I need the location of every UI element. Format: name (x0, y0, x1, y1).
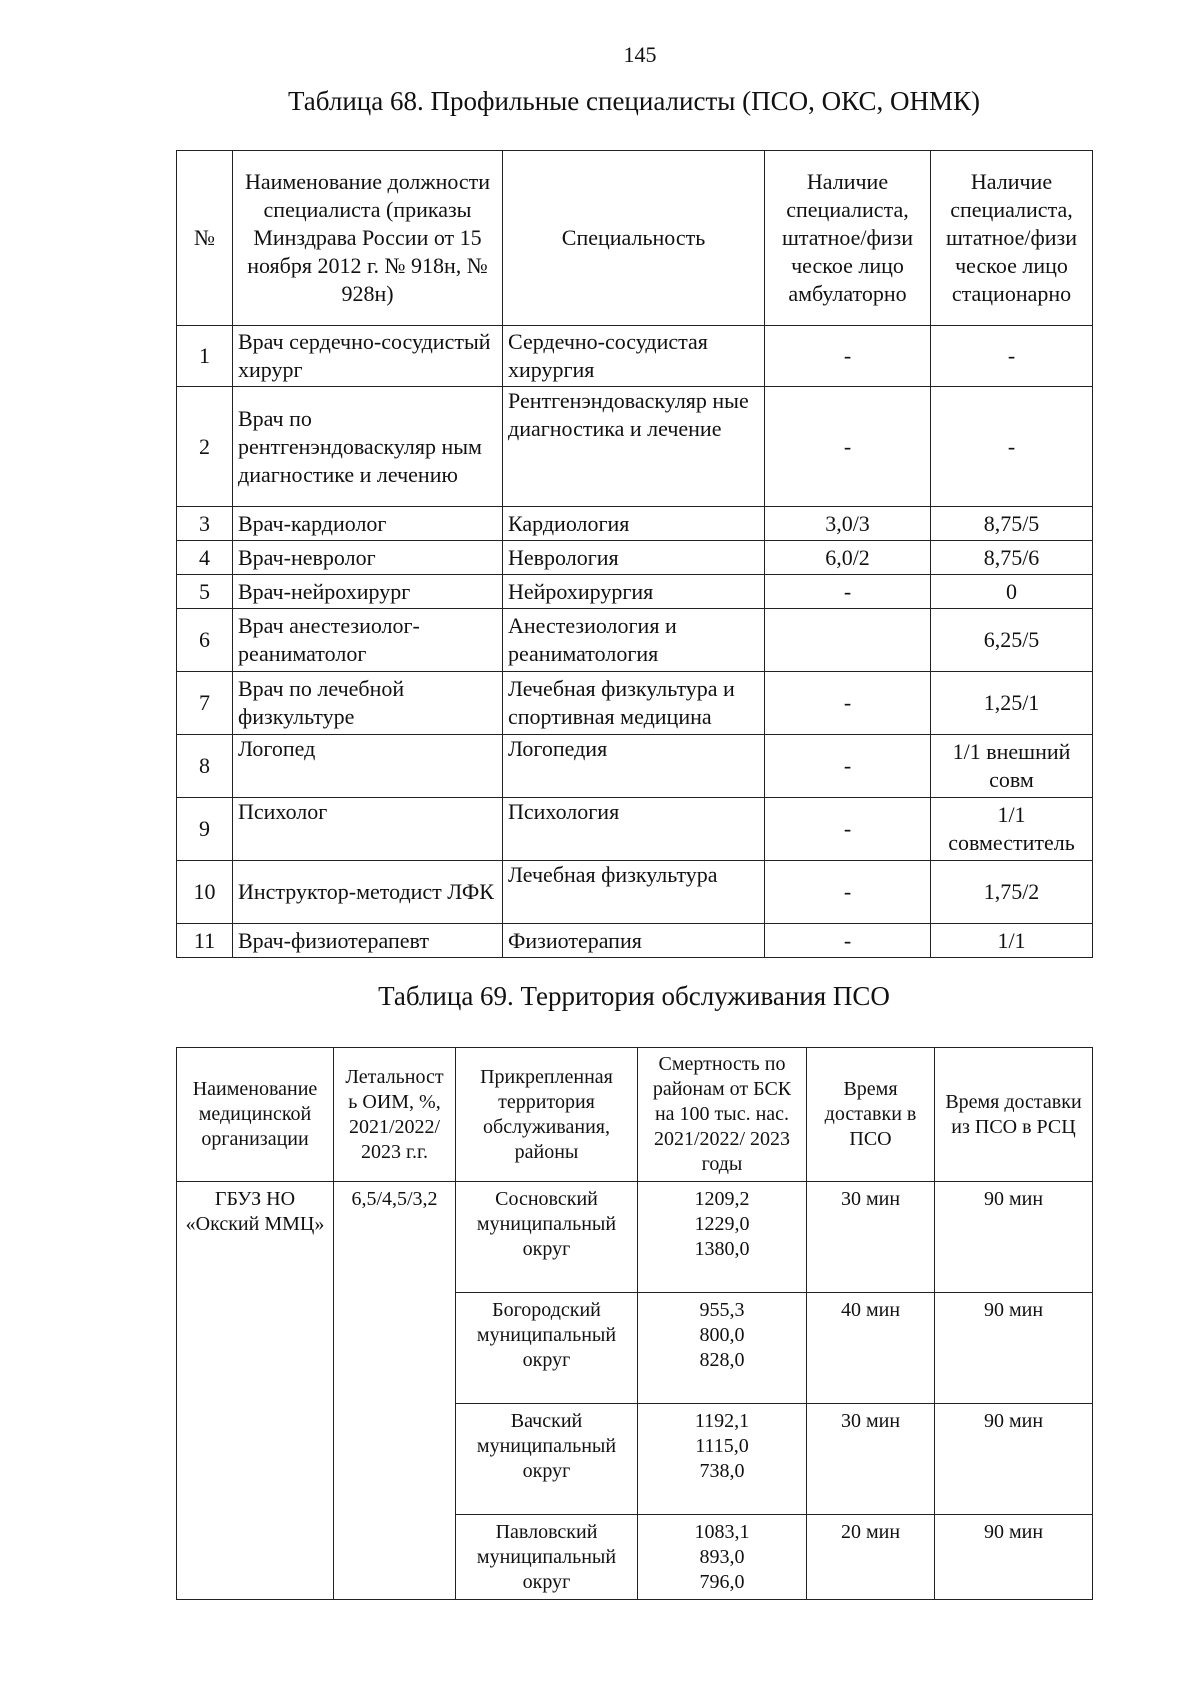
row-specialty: Лечебная физкультура и спортивная медицина (503, 672, 765, 735)
row-delivery-to-rsc: 90 мин (935, 1404, 1093, 1515)
row-ambulatory: - (765, 575, 931, 609)
row-num: 5 (177, 575, 233, 609)
row-num: 6 (177, 609, 233, 672)
table-row (177, 798, 1093, 861)
header-organization: Наименование медицинской организации (177, 1048, 334, 1182)
row-specialty: Нейрохирургия (503, 575, 765, 609)
row-position: Врач-нейрохирург (233, 575, 503, 609)
row-specialty: Лечебная физкультура (503, 861, 765, 924)
row-territory: Вачский муниципальный округ (456, 1404, 638, 1515)
table-68-specialists (176, 150, 1093, 958)
header-specialty: Специальность (503, 151, 765, 326)
row-num: 4 (177, 541, 233, 575)
row-ambulatory: - (765, 387, 931, 507)
row-inpatient: - (931, 326, 1093, 387)
row-specialty: Кардиология (503, 507, 765, 541)
row-delivery-to-pso: 20 мин (807, 1515, 935, 1600)
table-row (177, 609, 1093, 672)
row-specialty: Психология (503, 798, 765, 861)
row-num: 10 (177, 861, 233, 924)
row-inpatient: 6,25/5 (931, 609, 1093, 672)
row-inpatient: 1/1 (931, 924, 1093, 958)
row-ambulatory: - (765, 798, 931, 861)
row-mortality: 1083,1 893,0 796,0 (638, 1515, 807, 1600)
row-delivery-to-rsc: 90 мин (935, 1182, 1093, 1293)
header-territory: Прикрепленная территория обслуживания, районы (456, 1048, 638, 1182)
row-ambulatory: - (765, 924, 931, 958)
row-position: Врач сердечно-сосудистый хирург (233, 326, 503, 387)
row-ambulatory (765, 609, 931, 672)
table-row (177, 861, 1093, 924)
row-specialty: Физиотерапия (503, 924, 765, 958)
table-row (177, 735, 1093, 798)
table-row (177, 672, 1093, 735)
row-num: 1 (177, 326, 233, 387)
row-mortality: 955,3 800,0 828,0 (638, 1293, 807, 1404)
row-inpatient: 8,75/5 (931, 507, 1093, 541)
row-territory: Сосновский муниципальный округ (456, 1182, 638, 1293)
row-position: Врач-невролог (233, 541, 503, 575)
row-ambulatory: - (765, 735, 931, 798)
row-territory: Павловский муниципальный округ (456, 1515, 638, 1600)
row-inpatient: 1/1 совместитель (931, 798, 1093, 861)
header-delivery-to-rsc: Время доставки из ПСО в РСЦ (935, 1048, 1093, 1182)
row-specialty: Анестезиология и реаниматология (503, 609, 765, 672)
row-num: 8 (177, 735, 233, 798)
table-69-service-territory (176, 1047, 1093, 1600)
header-lethality: Летальност ь ОИМ, %, 2021/2022/ 2023 г.г. (334, 1048, 456, 1182)
row-num: 3 (177, 507, 233, 541)
row-delivery-to-pso: 30 мин (807, 1182, 935, 1293)
row-specialty: Рентгенэндоваскуляр ные диагностика и лечение (503, 387, 765, 507)
table-row (177, 541, 1093, 575)
row-ambulatory: 3,0/3 (765, 507, 931, 541)
row-num: 11 (177, 924, 233, 958)
table-row (177, 387, 1093, 507)
row-inpatient: 8,75/6 (931, 541, 1093, 575)
row-position: Инструктор-методист ЛФК (233, 861, 503, 924)
header-inpatient: Наличие специалиста, штатное/физи ческое лицо стационарно (931, 151, 1093, 326)
row-position: Психолог (233, 798, 503, 861)
row-inpatient: 0 (931, 575, 1093, 609)
table-68-header-row (177, 151, 1093, 326)
row-ambulatory: 6,0/2 (765, 541, 931, 575)
row-delivery-to-rsc: 90 мин (935, 1515, 1093, 1600)
header-num: № (177, 151, 233, 326)
table-69-title: Таблица 69. Территория обслуживания ПСО (378, 981, 890, 1011)
row-num: 7 (177, 672, 233, 735)
header-position: Наименование должности специалиста (приказы Минздрава России от 15 ноября 2012 г. № 918н, № 928н) (233, 151, 503, 326)
row-position: Врач-физиотерапевт (233, 924, 503, 958)
row-position: Врач по рентгенэндоваскуляр ным диагностике и лечению (233, 387, 503, 507)
table-row (177, 507, 1093, 541)
row-mortality: 1209,2 1229,0 1380,0 (638, 1182, 807, 1293)
table-row (177, 575, 1093, 609)
row-organization: ГБУЗ НО «Окский ММЦ» (177, 1182, 334, 1600)
header-delivery-to-pso: Время доставки в ПСО (807, 1048, 935, 1182)
row-position: Врач-кардиолог (233, 507, 503, 541)
row-inpatient: 1,25/1 (931, 672, 1093, 735)
row-specialty: Неврология (503, 541, 765, 575)
row-position: Врач анестезиолог-реаниматолог (233, 609, 503, 672)
table-68-title: Таблица 68. Профильные специалисты (ПСО, ОКС, ОНМК) (287, 86, 980, 116)
header-ambulatory: Наличие специалиста, штатное/физи ческое лицо амбулаторно (765, 151, 931, 326)
row-delivery-to-rsc: 90 мин (935, 1293, 1093, 1404)
row-num: 9 (177, 798, 233, 861)
row-lethality: 6,5/4,5/3,2 (334, 1182, 456, 1600)
row-specialty: Логопедия (503, 735, 765, 798)
table-row (177, 924, 1093, 958)
row-inpatient: 1,75/2 (931, 861, 1093, 924)
row-delivery-to-pso: 30 мин (807, 1404, 935, 1515)
row-ambulatory: - (765, 672, 931, 735)
row-specialty: Сердечно-сосудистая хирургия (503, 326, 765, 387)
row-position: Логопед (233, 735, 503, 798)
row-inpatient: - (931, 387, 1093, 507)
row-ambulatory: - (765, 326, 931, 387)
table-69-header-row (177, 1048, 1093, 1182)
header-mortality: Смертность по районам от БСК на 100 тыс. нас. 2021/2022/ 2023 годы (638, 1048, 807, 1182)
table-row (177, 326, 1093, 387)
row-inpatient: 1/1 внешний совм (931, 735, 1093, 798)
row-num: 2 (177, 387, 233, 507)
page-number: 145 (623, 42, 657, 67)
table-row (177, 1182, 1093, 1293)
row-territory: Богородский муниципальный округ (456, 1293, 638, 1404)
row-ambulatory: - (765, 861, 931, 924)
row-position: Врач по лечебной физкультуре (233, 672, 503, 735)
row-delivery-to-pso: 40 мин (807, 1293, 935, 1404)
row-mortality: 1192,1 1115,0 738,0 (638, 1404, 807, 1515)
